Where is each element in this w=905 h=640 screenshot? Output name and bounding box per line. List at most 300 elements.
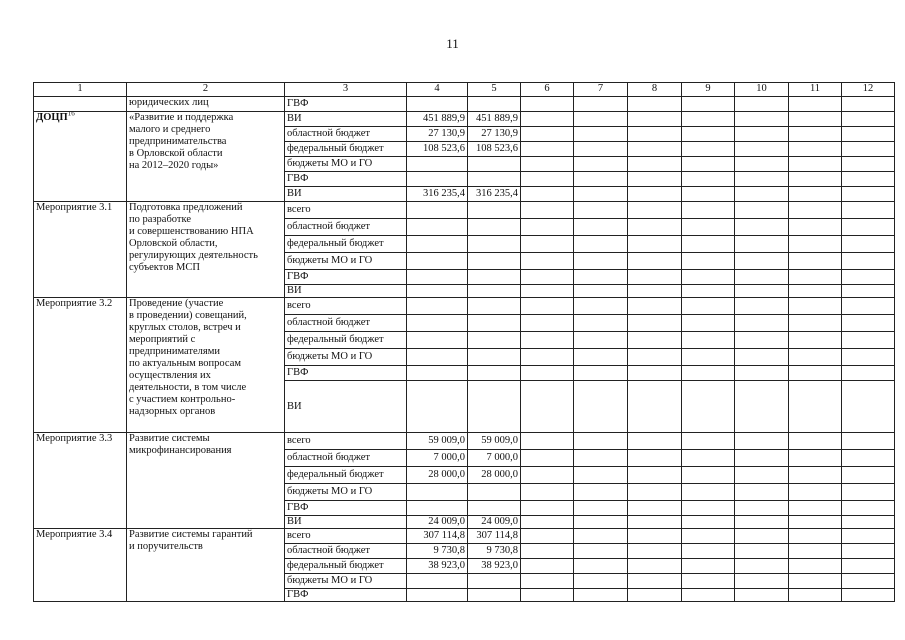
empty-cell (682, 349, 735, 366)
empty-cell (574, 202, 628, 219)
empty-cell (574, 172, 628, 187)
empty-cell (521, 172, 574, 187)
empty-cell (682, 253, 735, 270)
empty-cell (789, 187, 842, 202)
empty-cell (735, 559, 789, 574)
empty-cell (789, 501, 842, 516)
empty-cell (682, 559, 735, 574)
empty-cell (574, 298, 628, 315)
empty-cell (682, 315, 735, 332)
empty-cell (521, 202, 574, 219)
status-footnote: 16 (67, 111, 75, 118)
event-name-line: по разработке (129, 214, 192, 225)
column-number-10: 10 (735, 83, 789, 97)
empty-cell (574, 97, 628, 112)
empty-cell (735, 97, 789, 112)
funding-source-cell: федеральный бюджет (285, 142, 407, 157)
source-cell: ГВФ (285, 97, 407, 112)
empty-cell (521, 516, 574, 529)
status-cell (34, 202, 127, 298)
event-name-line: Развитие системы (129, 433, 210, 444)
event-name-line: Развитие системы гарантий (129, 529, 253, 540)
empty-cell (789, 202, 842, 219)
empty-cell (735, 529, 789, 544)
empty-cell (407, 97, 468, 112)
empty-cell (842, 381, 895, 433)
value-col-5: 9 730,8 (468, 544, 521, 559)
empty-cell (628, 366, 682, 381)
empty-cell (682, 298, 735, 315)
funding-source-cell: ГВФ (285, 270, 407, 285)
column-number-6: 6 (521, 83, 574, 97)
column-number-11: 11 (789, 83, 842, 97)
empty-cell (521, 484, 574, 501)
empty-cell (521, 574, 574, 589)
column-number-3: 3 (285, 83, 407, 97)
empty-cell (789, 270, 842, 285)
empty-cell (682, 589, 735, 602)
empty-cell (735, 112, 789, 127)
empty-cell (789, 332, 842, 349)
value-col-5: 27 130,9 (468, 127, 521, 142)
empty-cell (682, 501, 735, 516)
empty-cell (842, 298, 895, 315)
budget-table (33, 82, 895, 602)
empty-cell (789, 253, 842, 270)
empty-cell (735, 285, 789, 298)
value-col-4 (407, 574, 468, 589)
value-col-4: 307 114,8 (407, 529, 468, 544)
empty-cell (574, 127, 628, 142)
empty-cell (574, 332, 628, 349)
event-name-line: по актуальным вопросам (129, 358, 242, 369)
empty-cell (789, 349, 842, 366)
value-col-4 (407, 236, 468, 253)
value-col-4: 38 923,0 (407, 559, 468, 574)
funding-source-cell: ВИ (285, 112, 407, 127)
empty-cell (682, 270, 735, 285)
empty-cell (682, 574, 735, 589)
value-col-5: 451 889,9 (468, 112, 521, 127)
empty-cell (521, 112, 574, 127)
event-name-cell (127, 298, 285, 433)
empty-cell (842, 202, 895, 219)
empty-cell (574, 366, 628, 381)
funding-source-cell: федеральный бюджет (285, 467, 407, 484)
empty-cell (682, 516, 735, 529)
empty-cell (735, 172, 789, 187)
funding-source-cell: ВИ (285, 187, 407, 202)
empty-cell (628, 202, 682, 219)
empty-cell (574, 544, 628, 559)
empty-cell (735, 381, 789, 433)
empty-cell (628, 315, 682, 332)
column-number-5: 5 (468, 83, 521, 97)
empty-cell (574, 450, 628, 467)
funding-source-cell: всего (285, 202, 407, 219)
empty-cell (521, 187, 574, 202)
funding-source-cell: бюджеты МО и ГО (285, 349, 407, 366)
empty-cell (521, 559, 574, 574)
empty-cell (682, 157, 735, 172)
empty-cell (842, 529, 895, 544)
empty-cell (521, 433, 574, 450)
value-col-4 (407, 366, 468, 381)
event-name-line: предпринимательства (129, 136, 227, 147)
value-col-5 (468, 366, 521, 381)
status-cell (34, 298, 127, 433)
value-col-4: 108 523,6 (407, 142, 468, 157)
empty-cell (574, 187, 628, 202)
funding-source-cell: федеральный бюджет (285, 559, 407, 574)
empty-cell (628, 544, 682, 559)
empty-cell (574, 529, 628, 544)
empty-cell (842, 349, 895, 366)
value-col-4 (407, 332, 468, 349)
empty-cell (574, 285, 628, 298)
empty-cell (682, 433, 735, 450)
event-name-line: осуществления их (129, 370, 211, 381)
empty-cell (842, 270, 895, 285)
value-col-4 (407, 484, 468, 501)
empty-cell (842, 219, 895, 236)
value-col-5: 38 923,0 (468, 559, 521, 574)
event-name-line: и совершенствованию НПА (129, 226, 254, 237)
empty-cell (682, 332, 735, 349)
empty-cell (521, 127, 574, 142)
empty-cell (628, 332, 682, 349)
empty-cell (628, 381, 682, 433)
empty-cell (789, 219, 842, 236)
value-col-5 (468, 501, 521, 516)
funding-source-cell: ГВФ (285, 589, 407, 602)
empty-cell (574, 253, 628, 270)
funding-source-cell: ГВФ (285, 501, 407, 516)
empty-cell (521, 381, 574, 433)
event-name-line: Орловской области, (129, 238, 218, 249)
empty-cell (628, 559, 682, 574)
value-col-5 (468, 484, 521, 501)
empty-cell (735, 484, 789, 501)
empty-cell (682, 172, 735, 187)
empty-cell (789, 559, 842, 574)
empty-cell (735, 574, 789, 589)
empty-cell (789, 366, 842, 381)
empty-cell (735, 332, 789, 349)
value-col-5: 316 235,4 (468, 187, 521, 202)
empty-cell (574, 433, 628, 450)
status-label: Мероприятие 3.2 (36, 298, 113, 309)
empty-cell (842, 544, 895, 559)
value-col-5 (468, 219, 521, 236)
empty-cell (735, 202, 789, 219)
empty-cell (574, 219, 628, 236)
empty-cell (628, 142, 682, 157)
column-number-12: 12 (842, 83, 895, 97)
event-name-line: надзорных органов (129, 406, 216, 417)
empty-cell (735, 142, 789, 157)
empty-cell (628, 501, 682, 516)
empty-cell (628, 127, 682, 142)
empty-cell (789, 97, 842, 112)
empty-cell (735, 187, 789, 202)
empty-cell (735, 589, 789, 602)
empty-cell (574, 467, 628, 484)
value-col-4: 451 889,9 (407, 112, 468, 127)
empty-cell (735, 298, 789, 315)
funding-source-cell: ВИ (285, 381, 407, 433)
empty-cell (842, 332, 895, 349)
funding-source-cell: областной бюджет (285, 219, 407, 236)
value-col-4: 28 000,0 (407, 467, 468, 484)
empty-cell (628, 433, 682, 450)
empty-cell (574, 589, 628, 602)
status-cell (34, 112, 127, 202)
empty-cell (521, 157, 574, 172)
empty-cell (682, 187, 735, 202)
event-name-line: деятельности, в том числе (129, 382, 247, 393)
event-name-line: предпринимателями (129, 346, 221, 357)
empty-cell (521, 142, 574, 157)
empty-cell (735, 236, 789, 253)
column-number-4: 4 (407, 83, 468, 97)
value-col-4 (407, 589, 468, 602)
value-col-4 (407, 270, 468, 285)
empty-cell (521, 366, 574, 381)
event-name-line: малого и среднего (129, 124, 211, 135)
value-col-4: 24 009,0 (407, 516, 468, 529)
value-col-4 (407, 298, 468, 315)
funding-source-cell: ГВФ (285, 366, 407, 381)
empty-cell (574, 157, 628, 172)
empty-cell (521, 589, 574, 602)
empty-cell (682, 467, 735, 484)
empty-cell (521, 315, 574, 332)
empty-cell (628, 219, 682, 236)
empty-cell (628, 253, 682, 270)
value-col-4: 316 235,4 (407, 187, 468, 202)
value-col-5 (468, 589, 521, 602)
empty-cell (735, 366, 789, 381)
value-col-5 (468, 202, 521, 219)
empty-cell (735, 450, 789, 467)
empty-cell (735, 127, 789, 142)
event-name-cell (127, 529, 285, 602)
empty-cell (682, 484, 735, 501)
empty-cell (735, 467, 789, 484)
empty-cell (628, 298, 682, 315)
funding-source-cell: федеральный бюджет (285, 332, 407, 349)
value-col-4 (407, 253, 468, 270)
empty-cell (574, 501, 628, 516)
column-number-8: 8 (628, 83, 682, 97)
value-col-4: 59 009,0 (407, 433, 468, 450)
funding-source-cell: всего (285, 433, 407, 450)
event-name-line: субъектов МСП (129, 262, 200, 273)
empty-cell (628, 97, 682, 112)
funding-source-cell: бюджеты МО и ГО (285, 574, 407, 589)
empty-cell (735, 157, 789, 172)
empty-cell (735, 501, 789, 516)
event-name-cell (127, 433, 285, 529)
empty-cell (521, 450, 574, 467)
empty-cell (842, 285, 895, 298)
value-col-5 (468, 315, 521, 332)
value-col-5 (468, 381, 521, 433)
event-name-line: регулирующих деятельность (129, 250, 258, 261)
empty-cell (521, 349, 574, 366)
value-col-5: 307 114,8 (468, 529, 521, 544)
empty-cell (842, 187, 895, 202)
empty-cell (682, 450, 735, 467)
event-name-line: «Развитие и поддержка (129, 112, 234, 123)
event-name-line: и поручительств (129, 541, 203, 552)
empty-cell (628, 285, 682, 298)
value-col-5 (468, 574, 521, 589)
value-col-4 (407, 381, 468, 433)
value-col-5: 24 009,0 (468, 516, 521, 529)
funding-source-cell: всего (285, 529, 407, 544)
value-col-5 (468, 298, 521, 315)
empty-cell (521, 501, 574, 516)
event-name-line: микрофинансирования (129, 445, 232, 456)
empty-cell (628, 516, 682, 529)
empty-cell (842, 516, 895, 529)
empty-cell (735, 219, 789, 236)
value-col-4 (407, 219, 468, 236)
empty-cell (735, 544, 789, 559)
empty-cell (735, 315, 789, 332)
empty-cell (682, 529, 735, 544)
empty-cell (574, 142, 628, 157)
empty-cell (842, 315, 895, 332)
value-col-5 (468, 172, 521, 187)
funding-source-cell: ВИ (285, 516, 407, 529)
empty-cell (789, 544, 842, 559)
table-row (34, 97, 895, 112)
empty-cell (842, 559, 895, 574)
empty-cell (574, 349, 628, 366)
value-col-5 (468, 270, 521, 285)
value-col-5: 28 000,0 (468, 467, 521, 484)
column-number-1: 1 (34, 83, 127, 97)
table-row (34, 433, 895, 450)
empty-cell (842, 433, 895, 450)
empty-cell (628, 270, 682, 285)
empty-cell (842, 484, 895, 501)
event-name-line: с участием контрольно- (129, 394, 236, 405)
empty-cell (521, 298, 574, 315)
value-col-5: 108 523,6 (468, 142, 521, 157)
funding-source-cell: областной бюджет (285, 315, 407, 332)
name-cell: юридических лиц (127, 97, 285, 112)
event-name-line: на 2012–2020 годы» (129, 160, 219, 171)
funding-source-cell: ГВФ (285, 172, 407, 187)
empty-cell (521, 253, 574, 270)
empty-cell (842, 366, 895, 381)
value-col-4 (407, 501, 468, 516)
empty-cell (789, 484, 842, 501)
empty-cell (521, 270, 574, 285)
empty-cell (628, 484, 682, 501)
value-col-5 (468, 253, 521, 270)
empty-cell (789, 529, 842, 544)
empty-cell (789, 285, 842, 298)
table-row (34, 529, 895, 544)
empty-cell (789, 516, 842, 529)
empty-cell (789, 112, 842, 127)
empty-cell (789, 315, 842, 332)
table-body (34, 97, 895, 602)
empty-cell (521, 97, 574, 112)
funding-source-cell: областной бюджет (285, 450, 407, 467)
empty-cell (842, 589, 895, 602)
empty-cell (735, 349, 789, 366)
empty-cell (789, 450, 842, 467)
empty-cell (789, 433, 842, 450)
empty-cell (628, 172, 682, 187)
empty-cell (789, 574, 842, 589)
funding-source-cell: бюджеты МО и ГО (285, 157, 407, 172)
empty-cell (628, 157, 682, 172)
value-col-5: 59 009,0 (468, 433, 521, 450)
empty-cell (628, 467, 682, 484)
empty-cell (735, 516, 789, 529)
empty-cell (789, 172, 842, 187)
funding-source-cell: федеральный бюджет (285, 236, 407, 253)
funding-source-cell: областной бюджет (285, 127, 407, 142)
value-col-4 (407, 172, 468, 187)
empty-cell (682, 202, 735, 219)
empty-cell (628, 450, 682, 467)
value-col-5 (468, 332, 521, 349)
funding-source-cell: бюджеты МО и ГО (285, 253, 407, 270)
empty-cell (628, 529, 682, 544)
empty-cell (628, 574, 682, 589)
value-col-4 (407, 202, 468, 219)
empty-cell (682, 97, 735, 112)
empty-cell (682, 366, 735, 381)
column-number-row (34, 83, 895, 97)
empty-cell (842, 467, 895, 484)
page-number: 11 (446, 36, 459, 51)
status-cell (34, 529, 127, 602)
empty-cell (735, 270, 789, 285)
empty-cell (842, 574, 895, 589)
empty-cell (574, 484, 628, 501)
empty-cell (574, 574, 628, 589)
status-cell (34, 433, 127, 529)
empty-cell (842, 236, 895, 253)
empty-cell (574, 270, 628, 285)
event-name-line: в Орловской области (129, 148, 223, 159)
column-number-7: 7 (574, 83, 628, 97)
empty-cell (789, 142, 842, 157)
empty-cell (842, 97, 895, 112)
empty-cell (628, 236, 682, 253)
empty-cell (842, 450, 895, 467)
column-number-9: 9 (682, 83, 735, 97)
empty-cell (521, 285, 574, 298)
status-label: Мероприятие 3.1 (36, 202, 113, 213)
empty-cell (842, 501, 895, 516)
status-cell (34, 97, 127, 112)
event-name-cell (127, 112, 285, 202)
empty-cell (682, 219, 735, 236)
value-col-4: 27 130,9 (407, 127, 468, 142)
funding-source-cell: всего (285, 298, 407, 315)
empty-cell (842, 127, 895, 142)
